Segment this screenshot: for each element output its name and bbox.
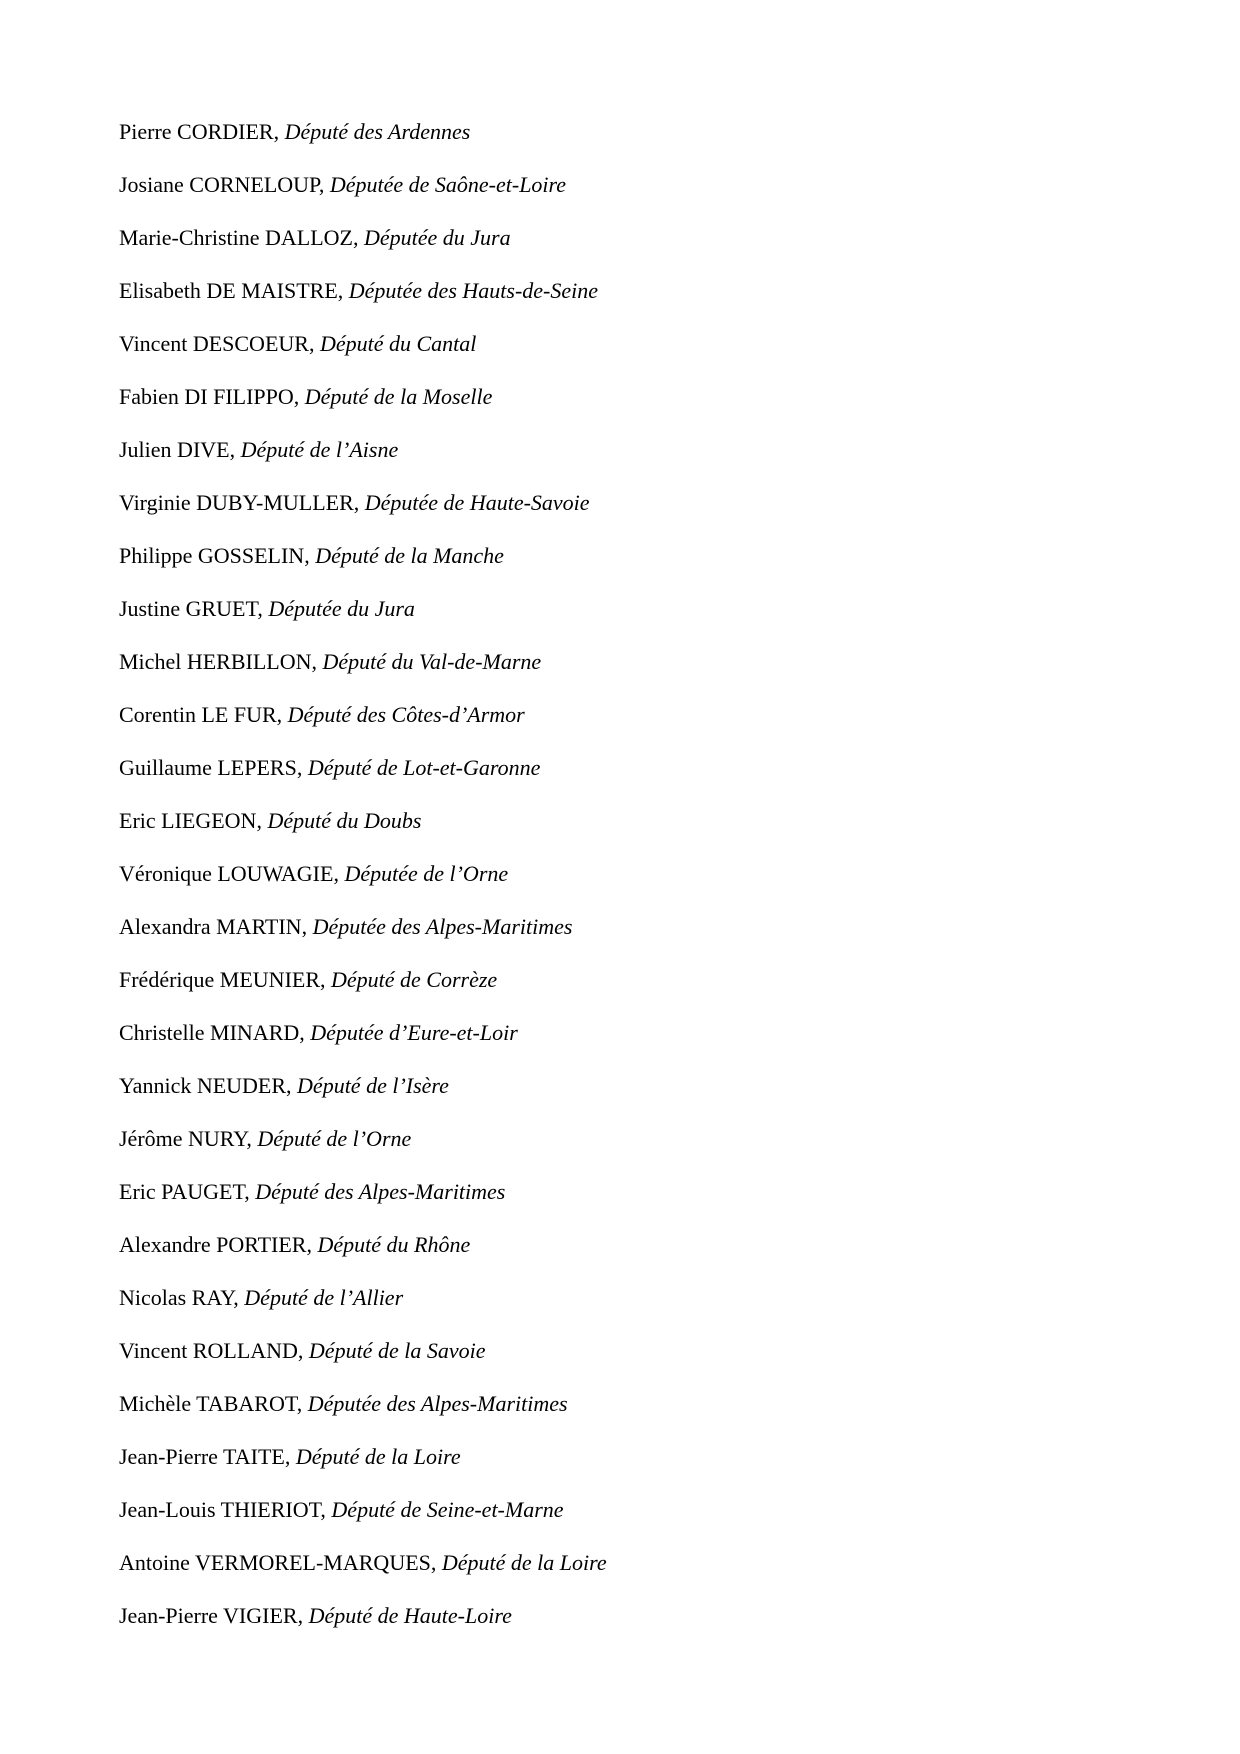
signatory-separator: , [337,278,349,303]
signatory-separator: , [256,808,268,833]
signatory-name: Alexandra MARTIN [119,914,302,939]
signatory-separator: , [297,1603,309,1628]
signatory-line [119,223,607,276]
signatory-role: Députée d’Eure-et-Loir [310,1020,518,1045]
signatory-line [119,1548,607,1601]
signatory-separator: , [276,702,288,727]
signatory-role: Députée de l’Orne [344,861,509,886]
signatory-line [119,170,607,223]
signatory-list [119,117,607,1654]
signatory-separator: , [308,331,320,356]
signatory-role: Député de l’Aisne [240,437,399,462]
signatory-role: Député de Corrèze [331,967,498,992]
signatory-line [119,1389,607,1442]
signatory-separator: , [301,914,313,939]
signatory-separator: , [304,543,316,568]
signatory-role: Député du Cantal [319,331,477,356]
signatory-name: Guillaume LEPERS [119,755,297,780]
signatory-name: Corentin LE FUR [119,702,277,727]
signatory-separator: , [353,490,365,515]
signatory-line [119,912,607,965]
signatory-role: Député du Val-de-Marne [322,649,542,674]
signatory-separator: , [244,1179,256,1204]
signatory-separator: , [311,649,323,674]
signatory-name: Véronique LOUWAGIE [119,861,334,886]
signatory-role: Député des Ardennes [284,119,471,144]
signatory-line [119,753,607,806]
signatory-role: Député de Lot-et-Garonne [307,755,541,780]
signatory-role: Députée de Haute-Savoie [364,490,590,515]
signatory-line [119,859,607,912]
signatory-name: Antoine VERMOREL-MARQUES [119,1550,431,1575]
signatory-separator: , [320,967,332,992]
signatory-line [119,117,607,170]
signatory-role: Député des Côtes-d’Armor [287,702,525,727]
signatory-separator: , [296,755,308,780]
signatory-name: Eric LIEGEON [119,808,257,833]
signatory-role: Député de l’Isère [297,1073,449,1098]
signatory-name: Nicolas RAY [119,1285,234,1310]
signatory-name: Christelle MINARD [119,1020,300,1045]
signatory-line [119,1442,607,1495]
signatory-line [119,806,607,859]
signatory-role: Député des Alpes-Maritimes [255,1179,506,1204]
signatory-separator: , [296,1391,308,1416]
signatory-role: Députée des Hauts-de-Seine [348,278,599,303]
signatory-name: Marie-Christine DALLOZ [119,225,353,250]
signatory-separator: , [229,437,241,462]
signatory-name: Elisabeth DE MAISTRE [119,278,338,303]
signatory-role: Député de la Loire [441,1550,607,1575]
signatory-line [119,1283,607,1336]
signatory-line [119,541,607,594]
signatory-role: Député de Seine-et-Marne [331,1497,564,1522]
signatory-name: Frédérique MEUNIER [119,967,321,992]
signatory-separator: , [246,1126,258,1151]
signatory-role: Députée du Jura [364,225,511,250]
signatory-name: Pierre CORDIER [119,119,274,144]
signatory-line [119,1495,607,1548]
signatory-name: Julien DIVE [119,437,230,462]
signatory-line [119,382,607,435]
signatory-name: Josiane CORNELOUP [119,172,319,197]
signatory-line [119,1018,607,1071]
signatory-role: Député de l’Allier [244,1285,404,1310]
signatory-line [119,594,607,647]
signatory-line [119,1177,607,1230]
signatory-line [119,435,607,488]
signatory-line [119,1230,607,1283]
signatory-role: Député du Doubs [267,808,422,833]
signatory-name: Philippe GOSSELIN [119,543,305,568]
signatory-role: Députée des Alpes-Maritimes [307,1391,568,1416]
signatory-name: Jean-Louis THIERIOT [119,1497,321,1522]
signatory-line [119,488,607,541]
signatory-line [119,1336,607,1389]
signatory-separator: , [306,1232,318,1257]
signatory-role: Député du Rhône [317,1232,471,1257]
signatory-line [119,965,607,1018]
signatory-name: Eric PAUGET [119,1179,245,1204]
signatory-name: Jérôme NURY [119,1126,247,1151]
signatory-name: Jean-Pierre TAITE [119,1444,285,1469]
signatory-line [119,276,607,329]
signatory-line [119,1601,607,1654]
signatory-name: Fabien DI FILIPPO [119,384,294,409]
signatory-role: Député de la Savoie [308,1338,486,1363]
signatory-separator: , [353,225,364,250]
signatory-separator: , [233,1285,245,1310]
signatory-separator: , [318,172,330,197]
signatory-line [119,1071,607,1124]
signatory-separator: , [257,596,269,621]
signatory-name: Michel HERBILLON [119,649,312,674]
signatory-separator: , [320,1497,332,1522]
signatory-separator: , [299,1020,311,1045]
signatory-name: Vincent ROLLAND [119,1338,298,1363]
signatory-line [119,1124,607,1177]
signatory-name: Virginie DUBY-MULLER [119,490,354,515]
signatory-role: Député de l’Orne [257,1126,412,1151]
signatory-line [119,700,607,753]
signatory-name: Jean-Pierre VIGIER [119,1603,298,1628]
signatory-line [119,647,607,700]
signatory-role: Députée du Jura [268,596,415,621]
signatory-separator: , [333,861,345,886]
signatory-role: Députée des Alpes-Maritimes [312,914,573,939]
signatory-separator: , [293,384,305,409]
signatory-separator: , [273,119,285,144]
signatory-separator: , [286,1073,298,1098]
signatory-name: Yannick NEUDER [119,1073,287,1098]
signatory-separator: , [297,1338,309,1363]
signatory-role: Député de la Manche [315,543,504,568]
signatory-name: Michèle TABAROT [119,1391,297,1416]
signatory-separator: , [284,1444,296,1469]
signatory-name: Vincent DESCOEUR [119,331,309,356]
signatory-role: Député de Haute-Loire [308,1603,512,1628]
signatory-name: Justine GRUET [119,596,258,621]
signatory-role: Députée de Saône-et-Loire [329,172,567,197]
signatory-role: Député de la Loire [295,1444,461,1469]
signatory-separator: , [430,1550,442,1575]
signatory-name: Alexandre PORTIER [119,1232,307,1257]
signatory-role: Député de la Moselle [304,384,493,409]
signatory-line [119,329,607,382]
